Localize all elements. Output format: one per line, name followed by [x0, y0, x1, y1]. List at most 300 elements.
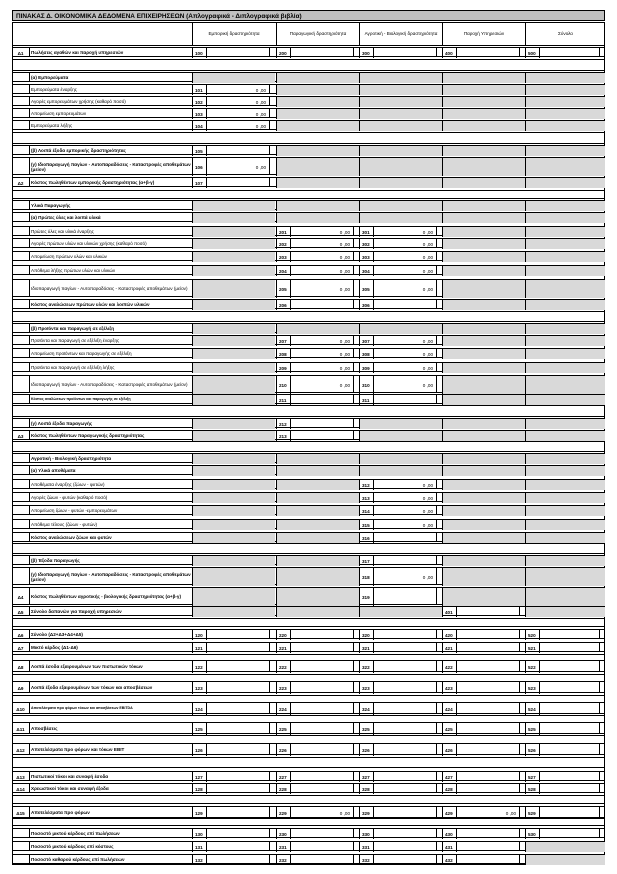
- amount-input[interactable]: [539, 630, 599, 640]
- cell-border: [269, 855, 270, 863]
- amount-input[interactable]: 0 ,00: [206, 109, 269, 119]
- row-prefix: Δ8: [17, 664, 24, 670]
- table-row: [12, 348, 605, 358]
- amount-input[interactable]: [373, 533, 436, 543]
- cell-border: [29, 682, 30, 692]
- section-divider: [12, 618, 605, 619]
- disabled-cell: [525, 201, 605, 211]
- field-code: 429: [442, 807, 456, 819]
- field-code: 426: [442, 744, 456, 756]
- amount-input[interactable]: 0 ,00: [290, 349, 353, 359]
- section-divider: [12, 451, 605, 452]
- cell-border: [269, 48, 270, 56]
- cell-border: [29, 703, 30, 713]
- amount-input[interactable]: 0 ,00: [373, 336, 436, 346]
- field-code: 423: [442, 682, 456, 694]
- cell-border: [353, 661, 354, 671]
- amount-input[interactable]: [373, 48, 436, 58]
- cell-border: [353, 419, 354, 427]
- cell-border: [29, 829, 30, 837]
- amount-input[interactable]: [373, 842, 436, 852]
- amount-input[interactable]: [539, 744, 599, 756]
- row-label: Υλικά Παραγωγής: [31, 203, 71, 209]
- disabled-cell: [276, 607, 359, 617]
- cell-border: [436, 336, 437, 344]
- field-code: 202: [276, 239, 290, 249]
- amount-input[interactable]: [290, 723, 353, 735]
- amount-input[interactable]: 0 ,00: [290, 266, 353, 276]
- amount-input[interactable]: [290, 829, 353, 839]
- table-row: [12, 841, 605, 851]
- amount-input[interactable]: 0 ,00: [290, 227, 353, 237]
- amount-input[interactable]: [456, 842, 519, 852]
- cell-border: [436, 829, 437, 837]
- field-code: 210: [276, 376, 290, 394]
- cell-border: [353, 829, 354, 837]
- disabled-cell: [442, 109, 525, 119]
- amount-input[interactable]: [206, 744, 269, 756]
- disabled-cell: [442, 480, 525, 490]
- amount-input[interactable]: 0 ,00: [290, 252, 353, 262]
- cell-border: [29, 784, 30, 792]
- cell-border: [519, 829, 520, 837]
- disabled-cell: [192, 73, 275, 83]
- cell-border: [269, 178, 270, 186]
- disabled-cell: [525, 266, 605, 276]
- cell-border: [29, 97, 30, 105]
- row-label: Απομείωση προϊόντων και παραγωγής σε εξέλιξη: [31, 351, 132, 357]
- amount-input[interactable]: [206, 772, 269, 782]
- disabled-cell: [359, 213, 442, 223]
- field-code: 428: [442, 784, 456, 794]
- amount-input[interactable]: [456, 723, 519, 735]
- disabled-cell: [525, 336, 605, 346]
- table-row: [12, 519, 605, 529]
- amount-input[interactable]: [290, 661, 353, 673]
- cell-border: [29, 454, 30, 462]
- field-code: 129: [192, 807, 206, 819]
- amount-input[interactable]: [456, 607, 519, 617]
- amount-input[interactable]: [456, 829, 519, 839]
- table-row: [12, 702, 605, 714]
- amount-input[interactable]: 0 ,00: [290, 807, 353, 819]
- amount-input[interactable]: 0 ,00: [206, 121, 269, 131]
- amount-input[interactable]: [456, 643, 519, 653]
- section-divider: [12, 757, 605, 758]
- field-code: 420: [442, 630, 456, 640]
- cell-border: [519, 807, 520, 817]
- amount-input[interactable]: [206, 48, 269, 58]
- disabled-cell: [276, 454, 359, 464]
- amount-input[interactable]: [373, 588, 436, 606]
- amount-input[interactable]: [539, 772, 599, 782]
- field-code: 232: [276, 855, 290, 865]
- field-code: 401: [442, 607, 456, 617]
- amount-input[interactable]: [373, 784, 436, 794]
- row-label: Απόθεμα λήξης πρώτων υλών και υλικών: [31, 268, 116, 274]
- amount-input[interactable]: [456, 784, 519, 794]
- amount-input[interactable]: [539, 829, 599, 839]
- disabled-cell: [442, 213, 525, 223]
- cell-border: [269, 703, 270, 713]
- field-code: 316: [359, 533, 373, 543]
- row-label: Αποτελέσματα προ φόρων και τόκων EBIT: [31, 747, 125, 753]
- amount-input[interactable]: [206, 661, 269, 673]
- cell-border: [269, 109, 270, 117]
- disabled-cell: [276, 178, 359, 188]
- table-row: [12, 660, 605, 672]
- table-row: [12, 335, 605, 345]
- amount-input[interactable]: [539, 807, 599, 819]
- field-code: 228: [276, 784, 290, 794]
- cell-border: [353, 784, 354, 792]
- field-code: 306: [359, 300, 373, 310]
- amount-input[interactable]: 0 ,00: [373, 506, 436, 516]
- cell-border: [436, 376, 437, 392]
- amount-input[interactable]: 0 ,00: [373, 363, 436, 373]
- row-label: Αγορές εμπορευμάτων χρήσης (καθαρό ποσό): [31, 99, 126, 105]
- row-label: Ποσοστό καθαρού κέρδους επί πωλήσεων: [31, 857, 125, 863]
- disabled-cell: [442, 227, 525, 237]
- amount-input[interactable]: [206, 855, 269, 865]
- amount-input[interactable]: 0 ,00: [373, 239, 436, 249]
- cell-border: [519, 682, 520, 692]
- disabled-cell: [525, 146, 605, 156]
- amount-input[interactable]: 0 ,00: [373, 376, 436, 394]
- row-prefix: Δ6: [17, 632, 24, 638]
- disabled-cell: [442, 466, 525, 476]
- row-label: Αγορές ζώων - φυτών (καθαρό ποσό): [31, 495, 108, 501]
- amount-input[interactable]: [456, 682, 519, 694]
- field-code: 319: [359, 588, 373, 606]
- amount-input[interactable]: [206, 643, 269, 653]
- field-code: 324: [359, 703, 373, 715]
- cell-border: [353, 807, 354, 817]
- disabled-cell: [442, 239, 525, 249]
- disabled-cell: [525, 588, 605, 606]
- row-label: (α) Εμπορεύματα: [31, 75, 69, 81]
- section-divider: [12, 626, 605, 627]
- cell-border: [436, 266, 437, 274]
- row-label: Κόστος πωληθέντων αγροτικής - βιολογικής δραστηριότητας (α+β-γ): [31, 594, 182, 600]
- disabled-cell: [192, 324, 275, 334]
- cell-border: [599, 807, 600, 817]
- disabled-cell: [276, 506, 359, 516]
- amount-input[interactable]: 0 ,00: [290, 239, 353, 249]
- field-code: 122: [192, 661, 206, 673]
- cell-border: [436, 556, 437, 564]
- amount-input[interactable]: [539, 784, 599, 794]
- cell-border: [353, 363, 354, 371]
- row-label: (γ) Λοιπά έξοδα παραγωγής: [31, 421, 93, 427]
- amount-input[interactable]: 0 ,00: [206, 158, 269, 176]
- field-code: 525: [525, 723, 539, 735]
- field-code: 120: [192, 630, 206, 640]
- cell-border: [436, 568, 437, 584]
- cell-border: [29, 349, 30, 357]
- table-row: [12, 771, 605, 781]
- amount-input[interactable]: [290, 784, 353, 794]
- disabled-cell: [442, 520, 525, 530]
- disabled-cell: [525, 855, 605, 865]
- cell-border: [29, 363, 30, 371]
- amount-input[interactable]: [539, 682, 599, 694]
- amount-input[interactable]: [373, 855, 436, 865]
- amount-input[interactable]: 0 ,00: [290, 336, 353, 346]
- amount-input[interactable]: [539, 643, 599, 653]
- table-row: [12, 177, 605, 187]
- disabled-cell: [525, 158, 605, 176]
- cell-border: [29, 607, 30, 615]
- cell-border: [599, 829, 600, 837]
- row-prefix: Δ11: [16, 726, 25, 732]
- amount-input[interactable]: [290, 682, 353, 694]
- table-row: [12, 394, 605, 404]
- cell-border: [29, 506, 30, 514]
- row-prefix: Δ3: [17, 433, 24, 439]
- cell-border: [599, 723, 600, 733]
- table-row: [12, 854, 605, 864]
- disabled-cell: [442, 266, 525, 276]
- amount-input[interactable]: [290, 855, 353, 865]
- amount-input[interactable]: 0 ,00: [373, 280, 436, 298]
- amount-input[interactable]: 0 ,00: [373, 480, 436, 490]
- cell-border: [519, 703, 520, 713]
- disabled-cell: [359, 121, 442, 131]
- cell-border: [269, 842, 270, 850]
- amount-input[interactable]: [456, 703, 519, 715]
- section-divider: [12, 416, 605, 417]
- amount-input[interactable]: [206, 630, 269, 640]
- cell-border: [269, 723, 270, 733]
- cell-border: [29, 85, 30, 93]
- disabled-cell: [525, 556, 605, 566]
- amount-input[interactable]: [373, 300, 436, 310]
- row-label: Απομείωση ζώων - φυτών -εμπορευμάτων: [31, 508, 118, 514]
- disabled-cell: [359, 201, 442, 211]
- section-divider: [12, 143, 605, 144]
- header-frame: [12, 22, 605, 46]
- disabled-cell: [359, 178, 442, 188]
- amount-input[interactable]: [290, 48, 353, 58]
- amount-input[interactable]: [373, 723, 436, 735]
- disabled-cell: [276, 556, 359, 566]
- cell-border: [519, 784, 520, 792]
- cell-border: [353, 703, 354, 713]
- column-header-5: Σύνολο: [525, 22, 605, 46]
- amount-input[interactable]: [290, 703, 353, 715]
- field-code: 121: [192, 643, 206, 653]
- disabled-cell: [192, 419, 275, 429]
- amount-input[interactable]: [539, 723, 599, 735]
- field-code: 332: [359, 855, 373, 865]
- amount-input[interactable]: [206, 829, 269, 839]
- amount-input[interactable]: 0 ,00: [206, 97, 269, 107]
- amount-input[interactable]: [290, 419, 353, 429]
- amount-input[interactable]: 0 ,00: [456, 807, 519, 819]
- field-code: 325: [359, 723, 373, 735]
- cell-border: [269, 772, 270, 780]
- disabled-cell: [276, 520, 359, 530]
- amount-input[interactable]: [206, 807, 269, 819]
- disabled-cell: [192, 466, 275, 476]
- row-label: Πρώτες ύλες και υλικά έναρξης: [31, 229, 94, 235]
- row-label: Προϊόντα και παραγωγή σε εξέλιξη λήξης: [31, 365, 115, 371]
- field-code: 500: [525, 48, 539, 58]
- amount-input[interactable]: [373, 630, 436, 640]
- amount-input[interactable]: [373, 395, 436, 405]
- amount-input[interactable]: [206, 723, 269, 735]
- amount-input[interactable]: 0 ,00: [373, 252, 436, 262]
- row-label: Σύνολο (Δ2+Δ3+Δ4+Δ5): [31, 632, 83, 638]
- section-divider: [12, 321, 605, 322]
- amount-input[interactable]: [290, 630, 353, 640]
- disabled-cell: [442, 146, 525, 156]
- amount-input[interactable]: 0 ,00: [373, 493, 436, 503]
- field-code: 313: [359, 493, 373, 503]
- amount-input[interactable]: [206, 682, 269, 694]
- amount-input[interactable]: 0 ,00: [373, 349, 436, 359]
- cell-border: [519, 607, 520, 615]
- field-code: 422: [442, 661, 456, 673]
- cell-border: [29, 588, 30, 604]
- row-label: Εμπορεύματα λήξης: [31, 123, 73, 129]
- disabled-cell: [359, 466, 442, 476]
- cell-border: [29, 643, 30, 651]
- amount-input[interactable]: 0 ,00: [373, 266, 436, 276]
- cell-border: [353, 349, 354, 357]
- column-header-3: Αγροτική - Βιολογική δραστηριότητα: [359, 22, 442, 46]
- amount-input[interactable]: [373, 807, 436, 819]
- cell-border: [436, 784, 437, 792]
- row-label: Μικτό κέρδος (Δ1-Δ6): [31, 645, 78, 651]
- amount-input[interactable]: [206, 703, 269, 715]
- row-label: Αποτελέσματα προ φόρων: [31, 810, 90, 816]
- cell-border: [436, 520, 437, 528]
- amount-input[interactable]: 0 ,00: [290, 280, 353, 298]
- amount-input[interactable]: [456, 48, 519, 58]
- amount-input[interactable]: [539, 661, 599, 673]
- disabled-cell: [525, 520, 605, 530]
- amount-input[interactable]: [290, 643, 353, 653]
- table-row: [12, 265, 605, 275]
- cell-border: [29, 158, 30, 174]
- amount-input[interactable]: 0 ,00: [373, 568, 436, 586]
- field-code: 331: [359, 842, 373, 852]
- section-divider: [12, 553, 605, 554]
- amount-input[interactable]: [290, 842, 353, 852]
- amount-input[interactable]: [290, 744, 353, 756]
- disabled-cell: [192, 607, 275, 617]
- amount-input[interactable]: [206, 178, 269, 188]
- row-label: Απομείωση πρώτων υλών και υλικών: [31, 254, 107, 260]
- row-label: Ποσοστό μικτού κέρδους επί κόστους: [31, 844, 114, 850]
- table-row: [12, 200, 605, 210]
- amount-input[interactable]: [206, 842, 269, 852]
- amount-input[interactable]: [206, 784, 269, 794]
- disabled-cell: [192, 588, 275, 606]
- cell-border: [436, 506, 437, 514]
- disabled-cell: [192, 213, 275, 223]
- amount-input[interactable]: 0 ,00: [373, 520, 436, 530]
- row-label: Προϊόντα και παραγωγή σε εξέλιξη έναρξης: [31, 338, 120, 344]
- field-code: 318: [359, 568, 373, 586]
- amount-input[interactable]: [456, 772, 519, 782]
- disabled-cell: [442, 454, 525, 464]
- cell-border: [353, 772, 354, 780]
- amount-input[interactable]: [373, 703, 436, 715]
- field-code: 529: [525, 807, 539, 819]
- cell-border: [436, 395, 437, 403]
- amount-input[interactable]: 0 ,00: [290, 376, 353, 394]
- row-label: Απόθεμα τέλους (ζώων - φυτών): [31, 522, 98, 528]
- disabled-cell: [192, 266, 275, 276]
- disabled-cell: [192, 520, 275, 530]
- cell-border: [269, 807, 270, 817]
- row-label: Απομείωση εμπορευμάτων: [31, 111, 87, 117]
- amount-input[interactable]: [290, 395, 353, 405]
- cell-border: [519, 842, 520, 850]
- field-code: 226: [276, 744, 290, 756]
- amount-input[interactable]: [290, 431, 353, 441]
- amount-input[interactable]: [373, 661, 436, 673]
- amount-input[interactable]: [456, 630, 519, 640]
- amount-input[interactable]: [373, 643, 436, 653]
- amount-input[interactable]: [373, 829, 436, 839]
- amount-input[interactable]: [290, 772, 353, 782]
- cell-border: [269, 121, 270, 129]
- disabled-cell: [442, 588, 525, 606]
- amount-input[interactable]: [373, 556, 436, 566]
- section-divider: [12, 715, 605, 716]
- disabled-cell: [192, 336, 275, 346]
- amount-input[interactable]: 0 ,00: [206, 85, 269, 95]
- amount-input[interactable]: [373, 772, 436, 782]
- amount-input[interactable]: [373, 744, 436, 756]
- disabled-cell: [442, 252, 525, 262]
- amount-input[interactable]: [206, 146, 269, 156]
- cell-border: [436, 744, 437, 754]
- disabled-cell: [525, 85, 605, 95]
- cell-border: [29, 227, 30, 235]
- row-label: (β) Έξοδα παραγωγής: [31, 558, 80, 564]
- row-label: Σύνολο δαπανών για παροχή υπηρεσιών: [31, 609, 122, 615]
- field-code: 432: [442, 855, 456, 865]
- amount-input[interactable]: [539, 703, 599, 715]
- disabled-cell: [525, 363, 605, 373]
- amount-input[interactable]: [539, 48, 599, 58]
- table-row: [12, 145, 605, 155]
- field-code: 131: [192, 842, 206, 852]
- cell-border: [29, 723, 30, 733]
- amount-input[interactable]: 0 ,00: [290, 363, 353, 373]
- disabled-cell: [442, 349, 525, 359]
- amount-input[interactable]: 0 ,00: [373, 227, 436, 237]
- cell-border: [519, 48, 520, 56]
- cell-border: [269, 661, 270, 671]
- amount-input[interactable]: [456, 855, 519, 865]
- field-code: 424: [442, 703, 456, 715]
- table-row: [12, 505, 605, 515]
- table-row: [12, 743, 605, 755]
- row-prefix: Δ10: [16, 706, 25, 712]
- amount-input[interactable]: [373, 682, 436, 694]
- cell-border: [29, 661, 30, 671]
- row-label: Εμπορεύματα έναρξης: [31, 87, 77, 93]
- amount-input[interactable]: [456, 744, 519, 756]
- amount-input[interactable]: [290, 300, 353, 310]
- amount-input[interactable]: [456, 661, 519, 673]
